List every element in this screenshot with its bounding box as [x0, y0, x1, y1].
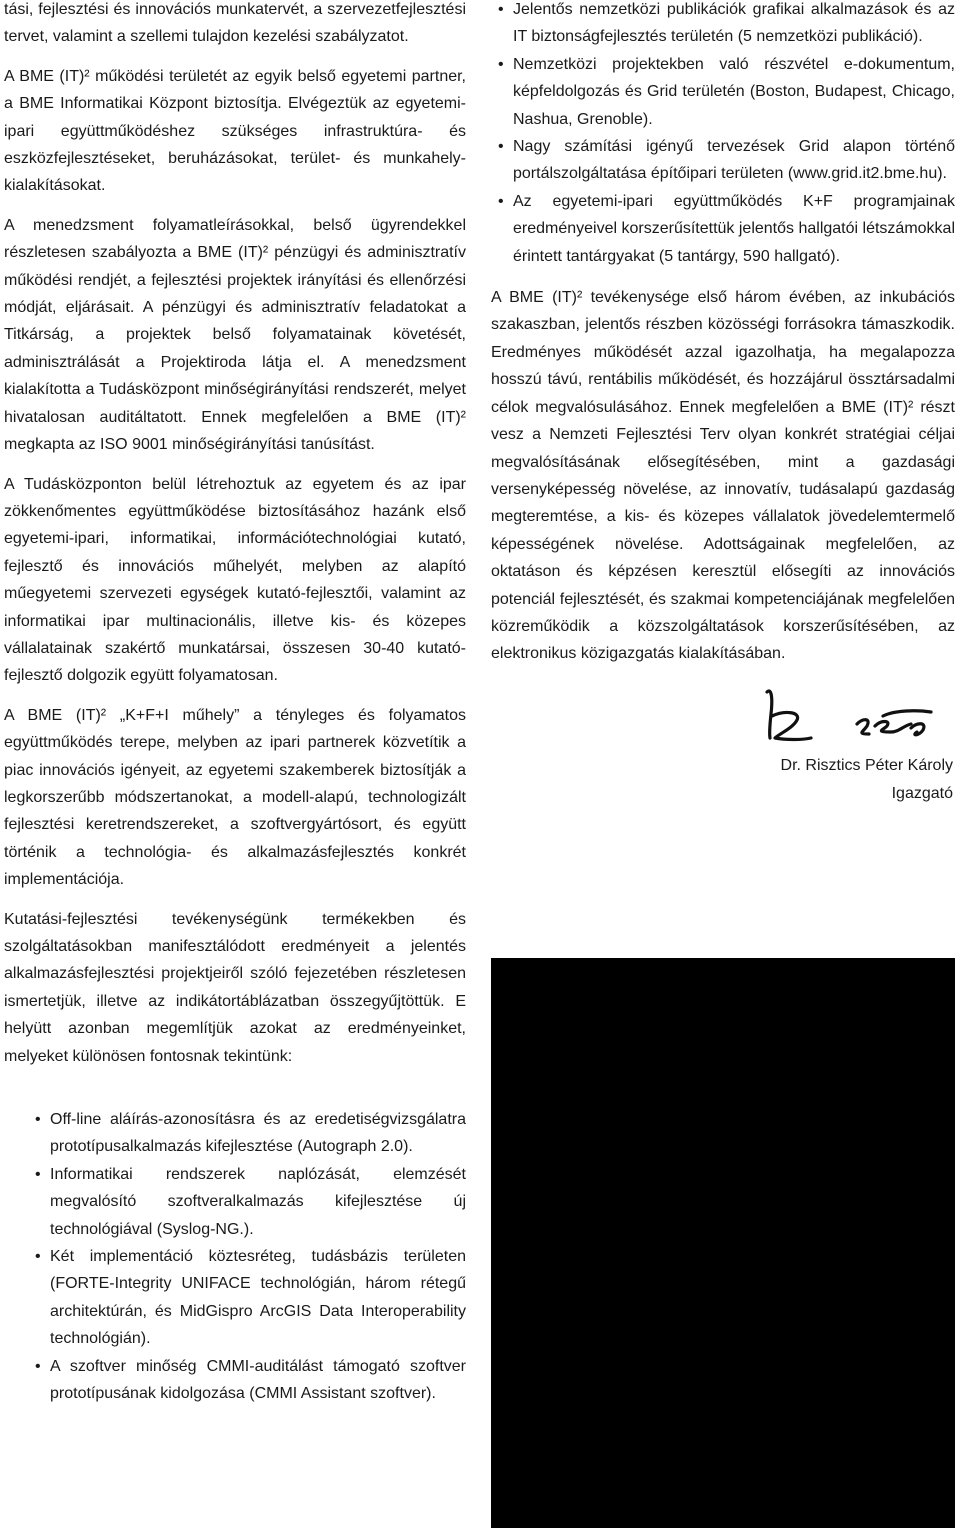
paragraph: A BME (IT)² „K+F+I műhely” a tényleges és folyamatos együttműködés terepe, melyben az ipari partnerek közvetítik a piac innovációs igényeit, az egyetemi szakemberek biztosítják a legkorszerűbb módszertanokat, a modell-alapú, technologizált fejlesztési keretrendszereket, a szoftvergyártósort, és együtt történik a technológia- és alkalmazásfejlesztés konkrét implementációja.	[4, 706, 466, 889]
paragraph: tási, fejlesztési és innovációs munkatervét, a szervezetfejlesztési tervet, valamint a szellemi tulajdon kezelési szabályzatot.	[4, 1, 466, 46]
signer-name: Dr. Risztics Péter Károly	[780, 756, 953, 774]
right-column	[491, 0, 955, 810]
paragraph: A BME (IT)² tevékenysége első három évében, az inkubációs szakaszban, jelentős részben közösségi forrásokra támaszkodik. Eredményes működését azzal igazolhatja, ha megalapozza hosszú távú, rentábilis működését, és hozzájárul össztársadalmi célok megvalósulásához. Ennek megfelelően a BME (IT)² részt vesz a Nemzeti Fejlesztési Terv olyan konkrét stratégiai céljai megvalósításának elősegítésében, mint a gazdasági versenyképesség növelése, az innovatív, tudásalapú gazdaság megteremtése, a kis- és közepes vállalatok jövedelemtermelő képességének növelése. Adottságainak megfelelően, az oktatáson és képzésen keresztül elősegíti az innovációs potenciál fejlesztését, és szakmai kompetenciájának megfelelően közreműködik a közszolgáltatások korszerűsítésében, az elektronikus közigazgatás kialakításában.	[491, 289, 955, 663]
list-item: • Két implementáció köztesréteg, tudásbázis területen (FORTE-Integrity UNIFACE technológián, három rétegű architektúrán, és MidGispro ArcGIS Data Interoperability technológián).	[28, 1243, 466, 1353]
list-item: • Jelentős nemzetközi publikációk grafikai alkalmazások és az IT biztonságfejlesztés területén (5 nemzetközi publikáció).	[491, 0, 955, 51]
list-item: • Nagy számítási igényű tervezések Grid alapon történő portálszolgáltatása építőipari területen (www.grid.it2.bme.hu).	[491, 133, 955, 188]
list-item: • Off-line aláírás-azonosításra és az eredetiségvizsgálatra prototípusalkalmazás kifejlesztése (Autograph 2.0).	[28, 1106, 466, 1161]
paragraph: A BME (IT)² működési területét az egyik belső egyetemi partner, a BME Informatikai Központ biztosítja. Elvégeztük az egyetemi-ipari együttműködéshez szükséges infrastruktúra- és eszközfejlesztéseket, beruházásokat, terület- és munkahely- kialakításokat.	[4, 67, 466, 195]
list-item: • A szoftver minőség CMMI-auditálást támogató szoftver prototípusának kidolgozása (CMMI Assistant szoftver).	[28, 1353, 466, 1408]
list-item: • Nemzetközi projektekben való részvétel e-dokumentum, képfeldolgozás és Grid területén (Boston, Budapest, Chicago, Nashua, Grenoble).	[491, 51, 955, 133]
results-list	[4, 1106, 466, 1407]
left-column	[4, 0, 466, 1422]
paragraph: Kutatási-fejlesztési tevékenységünk termékekben és szolgáltatásokban manifesztálódott eredményeit a jelentés alkalmazásfejlesztési projektjeiről szóló fejezetében részletesen ismertetjük, illetve az indikátortáblázatban összegyűjtöttük. E helyütt azonban megemlítjük azokat az eredményeinket, melyeket különösen fontosnak tekintünk:	[4, 910, 466, 1065]
list-item: • Informatikai rendszerek naplózását, elemzését megvalósító szoftveralkalmazás kifejlesztése új technológiával (Syslog-NG.).	[28, 1161, 466, 1243]
signature-block	[491, 680, 955, 810]
paragraph: A menedzsment folyamatleírásokkal, belső ügyrendekkel részletesen szabályozta a BME (IT)² pénzügyi és adminisztratív működési rendjét, a fejlesztési projektek irányítási és ellenőrzési módját, eljárásait. A pénzügyi és adminisztratív feladatokat a Titkárság, a projektek belső folyamatainak követését, adminisztrálását a Projektiroda látja el. A menedzsment kialakította a Tudásközpont minőségirányítási rendszerét, melyet hivatalosan auditáltatott. Ennek megfelelően a BME (IT)² megkapta az ISO 9001 minőségirányítási tanúsítást.	[4, 216, 466, 454]
list-item: • Az egyetemi-ipari együttműködés K+F programjainak eredményeivel korszerűsítettük jelentős hallgatói létszámokkal érintett tantárgyakat (5 tantárgy, 590 hallgató).	[491, 188, 955, 270]
black-image-box	[491, 958, 955, 1528]
results-list	[491, 0, 955, 270]
signer-title: Igazgató	[891, 784, 953, 802]
paragraph: A Tudásközponton belül létrehoztuk az egyetem és az ipar zökkenőmentes együttműködése biztosításához hazánk első egyetemi-ipari, informatikai, információtechnológiai kutató, fejlesztő és innovációs műhelyét, melyben az alapító műegyetemi szervezeti egységek kutató-fejlesztői, valamint az informatikai ipar multinacionális, illetve kis- és közepes vállalatainak szakértő munkatársai, összesen 30-40 kutató-fejlesztő dolgozik együtt folyamatosan.	[4, 475, 466, 685]
signature-image	[745, 680, 945, 750]
